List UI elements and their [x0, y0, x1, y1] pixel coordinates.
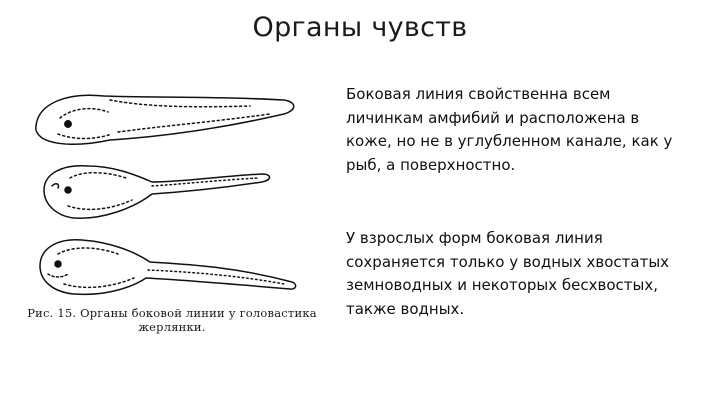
tadpole-2-body: [44, 166, 270, 218]
tadpole-figure: [22, 78, 322, 350]
slide-title: Органы чувств: [252, 12, 468, 43]
tadpole-1-body: [36, 95, 294, 144]
caption-line-2: жерлянки.: [138, 320, 206, 334]
paragraph-lateral-line-larvae: Боковая линия свойственна всем личинкам амфибий и расположена в коже, но не в углубленном канале, как у рыб, а поверхностно.: [346, 85, 673, 174]
tadpole-illustration: [22, 78, 322, 308]
caption-line-1: Рис. 15. Органы боковой линии у головастика: [27, 306, 317, 320]
figure-caption: [22, 306, 322, 334]
paragraph-lateral-line-adults: У взрослых форм боковая линия сохраняется только у водных хвостатых земноводных и некоторых бесхвостых, также водных.: [346, 229, 670, 318]
